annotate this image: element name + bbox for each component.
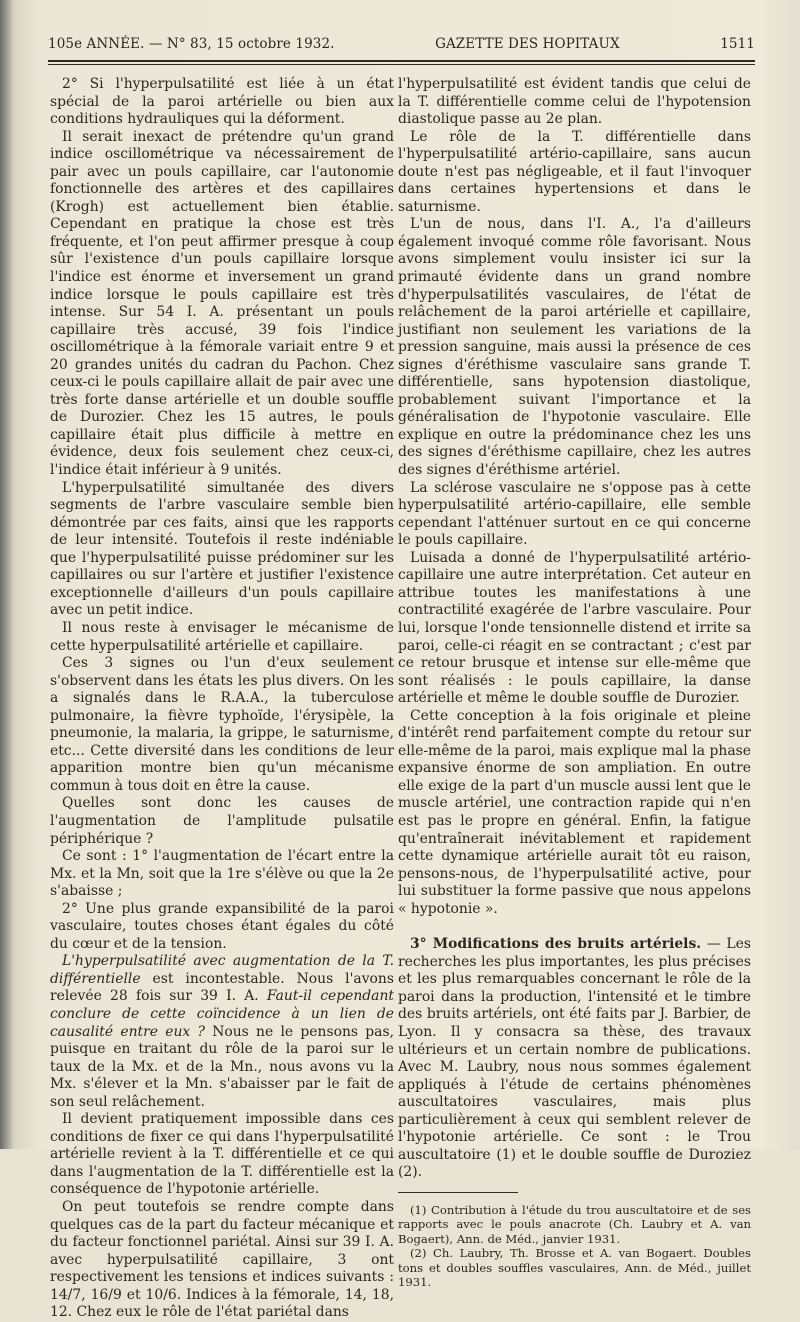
page-number: 1511 [720, 36, 755, 52]
paragraph: 2° Si l'hyperpulsatilité est liée à un état spécial de la paroi artérielle ou bien aux conditions hydrauliques qui la déforment. [50, 76, 394, 128]
paragraph: 2° Une plus grande expansibilité de la paroi vasculaire, toutes choses étant égales du côté du cœur et de la tension. [50, 900, 394, 952]
right-column [398, 76, 751, 1289]
paragraph: Quelles sont donc les causes de l'augmentation de l'amplitude pulsatile périphérique ? [50, 795, 394, 847]
paragraph: Il nous reste à envisager le mécanisme de cette hyperpulsatilité artérielle et capillaire. [50, 619, 394, 654]
paragraph: Ces 3 signes ou l'un d'eux seulement s'observent dans les états les plus divers. On les a signalés dans le R.A.A., la tuberculose pulmonaire, la fièvre typhoïde, l'érysipèle, la pneumonie, la malaria, la grippe, le saturnisme, etc... Cette diversité dans les conditions de leur apparition montre bien qu'un mécanisme commun à tous doit en être la cause. [50, 655, 394, 794]
section-heading: 3° Modifications des bruits artériels. [410, 936, 702, 953]
text-run: — Les recherches les plus importantes, les plus précises et les plus remarquables concernant le rôle de la paroi dans la production, l'intensité et le timbre des bruits artériels, ont été faits par J. Barbier, de Lyon. Il y consacra sa thèse, des travaux ultérieurs et un certain nombre de publications. Avec M. Laubry, nous nous sommes également appliqués à l'étude de certains phénomènes auscultatoires vasculaires, mais plus particulièrement à ceux qui semblent relever de l'hypotonie artérielle. Ce sont : le Trou auscultatoire (1) et le double souffle de Duroziez (2). [398, 936, 751, 1181]
paragraph: Luisada a donné de l'hyperpulsatilité artério-capillaire une autre interprétation. Cet auteur en attribue toutes les manifestations à une contractilité exagérée de l'arbre vasculaire. Pour lui, lorsque l'onde tensionnelle distend et irrite sa paroi, celle-ci réagit en se contractant ; c'est par ce retour brusque et intense sur elle-même que sont réalisés : le pouls capillaire, la danse artérielle et même le double souffle de Durozier. [398, 549, 751, 707]
paragraph: Il devient pratiquement impossible dans ces conditions de fixer ce qui dans l'hyperpulsatilité artérielle revient à la T. différentielle et ce qui dans l'augmentation de la T. différentielle est la conséquence de l'hypotonie artérielle. [50, 1111, 394, 1198]
paragraph: L'un de nous, dans l'I. A., l'a d'ailleurs également invoqué comme rôle favorisant. Nous avons simplement voulu insister ici sur la primauté évidente dans un grand nombre d'hyperpulsatilités vasculaires, de l'état de relâchement de la paroi artérielle et capillaire, justifiant non seulement les variations de la pression sanguine, mais aussi la présence de ces signes d'éréthisme vasculaire sans grande T. différentielle, sans hypotension diastolique, probablement suivant l'importance et la généralisation de l'hypotonie vasculaire. Elle explique en outre la prédominance chez les uns des signes d'éréthisme capillaire, chez les autres des signes d'éréthisme artériel. [398, 216, 751, 479]
section-paragraph [398, 936, 751, 1182]
page-header [48, 36, 755, 56]
paragraph: l'hyperpulsatilité est évident tandis que celui de la T. différentielle comme celui de l'hypotension diastolique passe au 2e plan. [398, 76, 751, 128]
paragraph: Le rôle de la T. différentielle dans l'hyperpulsatilité artério-capillaire, sans aucun doute n'est pas négligeable, et il faut l'invoquer dans certaines hypertensions et dans le saturnisme. [398, 128, 751, 215]
left-column [50, 76, 394, 1322]
journal-title: GAZETTE DES HOPITAUX [435, 36, 620, 52]
header-rule-thick [48, 60, 755, 62]
text-run: est incontestable. Nous l'avons relevée 28 fois sur 39 I. A. [50, 970, 394, 1005]
paragraph: Il serait inexact de prétendre qu'un grand indice oscillométrique va nécessairement de pair avec un pouls capillaire, car l'autonomie fonctionnelle des artères et des capillaires (Krogh) est actuellement bien établie. Cependant en pratique la chose est très fréquente, et l'on peut affirmer presque à coup sûr l'existence d'un pouls capillaire lorsque l'indice est énorme et inversement un grand indice lorsque le pouls capillaire est très intense. Sur 54 I. A. présentant un pouls capillaire très accusé, 39 fois l'indice oscillométrique à la fémorale variait entre 9 et 20 grandes unités du cadran du Pachon. Chez ceux-ci le pouls capillaire allait de pair avec une très forte danse artérielle et un double souffle de Durozier. Chez les 15 autres, le pouls capillaire était plus difficile à mettre en évidence, deux fois seulement chez ceux-ci, l'indice était inférieur à 9 unités. [50, 128, 394, 479]
paragraph: L'hyperpulsatilité simultanée des divers segments de l'arbre vasculaire semble bien démontrée par ces faits, ainsi que les rapports de leur intensité. Toutefois il reste indéniable que l'hyperpulsatilité puisse prédominer sur les capillaires ou sur l'artère et justifier l'existence exceptionnelle d'ailleurs d'un pouls capillaire avec un petit indice. [50, 479, 394, 619]
paragraph: Cette conception à la fois originale et pleine d'intérêt rend parfaitement compte du retour sur elle-même de la paroi, mais explique mal la phase expansive énorme de son ampliation. En outre elle exige de la part d'un muscle aussi lent que le muscle artériel, une contraction rapide qui n'en est pas le propre en général. Enfin, la fatigue qu'entraînerait inévitablement et rapidement cette dynamique artérielle aurait tôt eu raison, pensons-nous, de l'hyperpulsatilité active, pour lui substituer la forme passive que nous appelons « hypotonie ». [398, 707, 751, 917]
footnote-2: (2) Ch. Laubry, Th. Brosse et A. van Bogaert. Doubles tons et doubles souffles vasculaires, Ann. de Méd., juillet 1931. [398, 1246, 751, 1289]
paragraph: La sclérose vasculaire ne s'oppose pas à cette hyperpulsatilité artério-capillaire, elle semble cependant l'atténuer surtout en ce qui concerne le pouls capillaire. [398, 479, 751, 549]
issue-info: 105e ANNÉE. — N° 83, 15 octobre 1932. [48, 36, 335, 52]
text-run: Nous ne le pensons pas, puisque en traitant du rôle de la paroi sur le taux de la Mx. et de la Mn., nous avons vu la Mx. s'élever et la Mn. s'abaisser par le fait de son seul relâchement. [50, 1023, 394, 1110]
footnote-1: (1) Contribution à l'étude du trou auscultatoire et de ses rapports avec le pouls anacrote (Ch. Laubry et A. van Bogaert), Ann. de Méd., janvier 1931. [398, 1202, 751, 1246]
section-gap [398, 918, 751, 936]
italic-question: Faut-il cependant conclure de cette coïncidence à un lien de causalité entre eux ? [50, 988, 394, 1040]
paragraph: On peut toutefois se rendre compte dans quelques cas de la part du facteur mécanique et du facteur fonctionnel pariétal. Ainsi sur 39 I. A. avec hyperpulsatilité capillaire, 3 ont respectivement les tensions et indices suivants : 14/7, 16/9 et 10/6. Indices à la fémorale, 14, 18, 12. Chez eux le rôle de l'état pariétal dans [50, 1199, 394, 1321]
footnotes [398, 1203, 751, 1289]
paragraph-italic-lead [50, 953, 394, 1111]
paragraph: Ce sont : 1° l'augmentation de l'écart entre la Mx. et la Mn, soit que la 1re s'élève ou que la 2e s'abaisse ; [50, 848, 394, 900]
footnote-rule [398, 1192, 518, 1193]
italic-phrase: L'hyperpulsatilité avec augmentation de la T. différentielle [50, 953, 394, 987]
header-rule-thin [48, 64, 755, 65]
